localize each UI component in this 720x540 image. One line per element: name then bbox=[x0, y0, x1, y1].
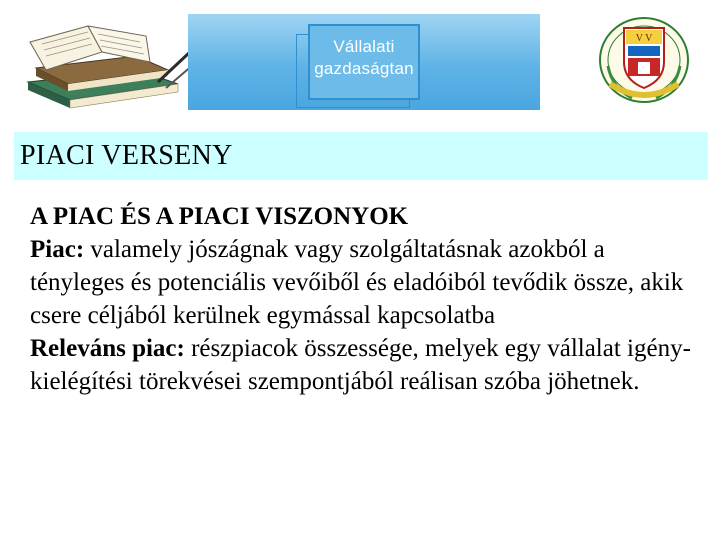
course-banner bbox=[188, 14, 540, 110]
svg-text:V V: V V bbox=[635, 33, 653, 44]
definition-text: valamely jószágnak vagy szolgáltatásnak azokból a tényleges és potenciális vevőiből és eladóiból tevődik össze, akik csere céljából kerülnek egymással kapcsolatba bbox=[30, 236, 684, 329]
title-bar bbox=[14, 132, 708, 180]
definition-relevans-piac bbox=[30, 332, 700, 398]
slide-title: PIACI VERSENY bbox=[20, 140, 233, 171]
definition-text: részpiacok összessége, melyek egy vállalat igény-kielégítési törekvései szempontjából reálisan szóba jöhetnek. bbox=[30, 335, 691, 395]
definition-piac bbox=[30, 233, 700, 332]
definition-term: Releváns piac: bbox=[30, 335, 185, 362]
definition-term: Piac: bbox=[30, 236, 85, 263]
section-heading: A PIAC ÉS A PIACI VISZONYOK bbox=[30, 203, 409, 230]
books-and-pen-illustration-icon bbox=[18, 12, 198, 110]
university-crest-icon bbox=[598, 14, 690, 104]
slide-content bbox=[30, 200, 700, 398]
course-title: Vállalati gazdaságtan bbox=[314, 37, 414, 78]
